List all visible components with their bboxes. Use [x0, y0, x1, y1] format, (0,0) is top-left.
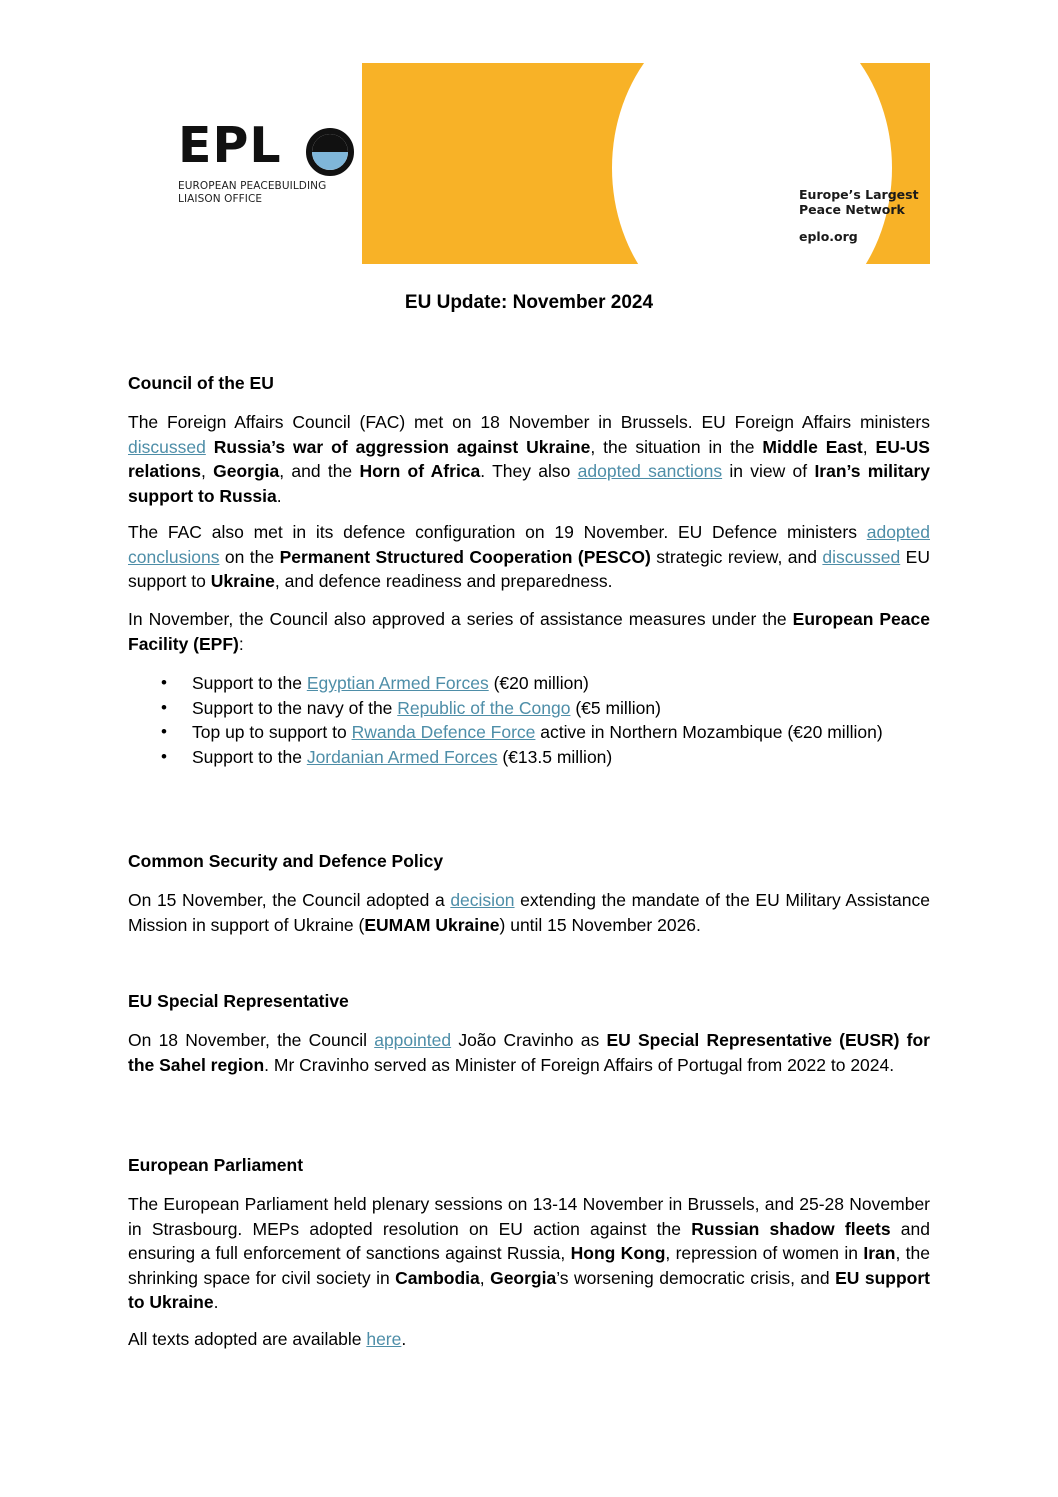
logo-subtitle: EUROPEAN PEACEBUILDING LIAISON OFFICE: [178, 180, 327, 205]
council-paragraph-1: [128, 410, 930, 508]
bold-text: Cambodia: [395, 1267, 480, 1288]
logo-o-icon: [306, 128, 354, 176]
body-text: Support to the: [192, 746, 307, 767]
adopted-conclusions-link[interactable]: adopted conclusions: [128, 522, 930, 567]
logo-wordmark: EPL: [178, 117, 282, 174]
body-text: . Mr Cravinho served as Minister of Foreign Affairs of Portugal from 2022 to 2024.: [264, 1054, 895, 1075]
body-text: :: [238, 633, 244, 654]
section-heading: EU Special Representative: [128, 991, 349, 1011]
bold-text: Russian shadow fleets: [691, 1218, 891, 1239]
body-text: extending the mandate of the EU Military Assistance Mission in support of Ukraine (: [128, 890, 930, 935]
body-text: ’s worsening democratic crisis, and: [556, 1267, 836, 1288]
body-text: The FAC also met in its defence configuration on 19 November. EU Defence ministers: [128, 522, 867, 542]
body-text: Top up to support to: [192, 722, 352, 742]
website-link[interactable]: eplo.org: [799, 229, 858, 244]
csdp-section: [128, 849, 930, 874]
body-text: and ensuring a full enforcement of sanctions against Russia,: [128, 1218, 931, 1263]
body-text: [206, 437, 214, 457]
bold-text: EU-US relations: [128, 436, 930, 481]
section-heading: Council of the EU: [128, 373, 274, 393]
body-text: Support to the: [192, 673, 307, 693]
ep-paragraph-1: [128, 1192, 930, 1315]
bold-text: EU support to Ukraine: [128, 1267, 930, 1312]
egyptian-armed-forces-link[interactable]: Egyptian Armed Forces: [306, 673, 489, 693]
bold-text: Iran: [863, 1243, 896, 1263]
body-text: The Foreign Affairs Council (FAC) met on 18 November in Brussels. EU Foreign Affairs ministers: [128, 412, 930, 432]
discussed-link[interactable]: discussed: [128, 436, 206, 457]
body-text: ,: [862, 436, 876, 457]
council-paragraph-3: [128, 607, 930, 656]
body-text: in view of: [722, 461, 815, 481]
body-text: (€20 million): [488, 673, 589, 693]
csdp-paragraph: [128, 888, 930, 937]
ep-paragraph-2: [128, 1327, 930, 1352]
body-text: EU support to: [128, 546, 930, 591]
here-link[interactable]: here: [366, 1329, 402, 1349]
bold-text: Permanent Structured Cooperation (PESCO): [279, 546, 651, 567]
body-text: All texts adopted are available: [128, 1329, 367, 1349]
body-text: On 18 November, the Council: [128, 1030, 375, 1050]
bold-text: EU Special Representative (EUSR) for the Sahel region: [128, 1030, 930, 1075]
bold-text: Middle East: [762, 436, 863, 457]
discussed-defence-link[interactable]: discussed: [822, 546, 901, 567]
body-text: on the: [219, 546, 280, 567]
body-text: , and defence readiness and preparedness.: [274, 571, 613, 591]
adopted-sanctions-link[interactable]: adopted sanctions: [577, 461, 723, 481]
bold-text: Georgia: [490, 1267, 557, 1288]
epf-measures-list: [128, 671, 930, 769]
body-text: , and the: [279, 461, 360, 481]
ep-section: [128, 1153, 930, 1178]
body-text: , the shrinking space for civil society in: [128, 1243, 930, 1288]
body-text: (€5 million): [570, 697, 661, 718]
section-heading: Common Security and Defence Policy: [128, 851, 444, 871]
section-heading: European Parliament: [128, 1155, 304, 1175]
list-item: [128, 671, 930, 696]
bold-text: EUMAM Ukraine: [364, 914, 500, 935]
body-text: Support to the navy of the: [192, 697, 398, 718]
council-paragraph-2: [128, 520, 930, 594]
decision-link[interactable]: decision: [450, 890, 515, 910]
eusr-section: [128, 989, 930, 1014]
body-text: ) until 15 November 2026.: [499, 914, 701, 935]
body-text: , repression of women in: [665, 1243, 864, 1263]
body-text: .: [276, 485, 282, 506]
body-text: . They also: [480, 461, 578, 481]
list-item: [128, 720, 930, 745]
body-text: .: [213, 1292, 219, 1312]
bold-text: Horn of Africa: [359, 461, 481, 481]
bold-text: Iran’s military support to Russia: [128, 461, 930, 506]
bold-text: Russia’s war of aggression against Ukraine: [213, 436, 591, 457]
body-text: (€13.5 million): [497, 746, 613, 767]
body-text: On 15 November, the Council adopted a: [128, 890, 451, 910]
bold-text: European Peace Facility (EPF): [128, 609, 930, 654]
list-item: [128, 696, 930, 721]
body-text: The European Parliament held plenary sessions on 13-14 November in Brussels, and 25-28 November in Strasbourg. MEPs adopted resolution on EU action against the: [128, 1194, 930, 1239]
tagline: Europe’s Largest Peace Network: [799, 187, 919, 217]
bold-text: Ukraine: [210, 571, 275, 591]
body-text: .: [401, 1329, 407, 1349]
body-text: João Cravinho as: [451, 1030, 607, 1050]
body-text: In November, the Council also approved a series of assistance measures under the: [128, 609, 793, 629]
rwanda-defence-force-link[interactable]: Rwanda Defence Force: [351, 722, 536, 742]
appointed-link[interactable]: appointed: [374, 1030, 452, 1050]
eplo-logo: [178, 117, 378, 216]
body-text: , the situation in the: [590, 436, 763, 457]
jordanian-armed-forces-link[interactable]: Jordanian Armed Forces: [306, 746, 498, 767]
eusr-paragraph: [128, 1028, 930, 1077]
bold-text: Hong Kong: [570, 1243, 666, 1263]
council-section: [128, 371, 930, 396]
body-text: ,: [200, 461, 214, 481]
body-text: ,: [479, 1267, 491, 1288]
republic-of-the-congo-link[interactable]: Republic of the Congo: [397, 697, 571, 718]
body-text: active in Northern Mozambique (€20 million): [535, 722, 883, 742]
list-item: [128, 745, 930, 770]
body-text: strategic review, and: [650, 546, 823, 567]
bold-text: Georgia: [213, 461, 280, 481]
page-title: EU Update: November 2024: [404, 292, 654, 313]
